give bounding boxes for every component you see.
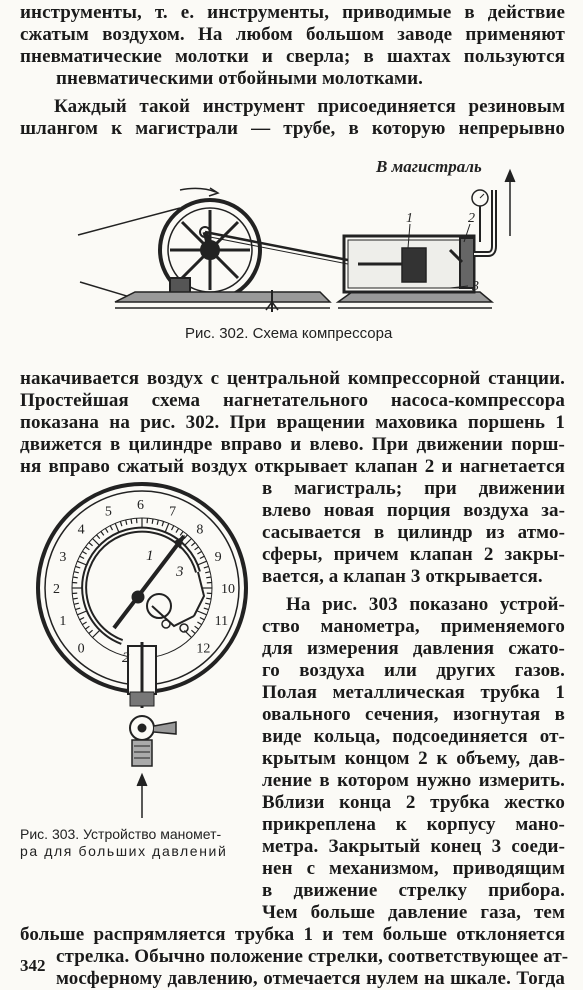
dial-tick — [93, 630, 100, 637]
dial-tick — [105, 528, 108, 532]
dial-tick — [93, 539, 100, 546]
text-line: для измерения давления сжато- — [262, 638, 565, 659]
dial-tick — [195, 626, 199, 629]
label-piston: 1 — [406, 211, 413, 226]
text-line: влево новая порция воздуха за- — [262, 500, 565, 521]
text-line: сжатым воздухом. На любом большом заводе применяют — [20, 24, 565, 45]
dial-tick — [197, 561, 206, 565]
text-line: ство манометра, применяемого — [262, 616, 565, 637]
dial-number: 9 — [214, 549, 222, 565]
dial-tick — [184, 539, 191, 546]
dial-tick — [73, 577, 78, 578]
dial-tick — [162, 521, 164, 526]
dial-tick — [195, 547, 199, 550]
label-tube-1: 1 — [146, 548, 154, 564]
dial-tick — [75, 608, 80, 610]
dial-tick — [197, 551, 201, 554]
dial-tick — [115, 523, 119, 532]
dial-number: 10 — [221, 582, 235, 597]
text-line: прикреплена к корпусу мано- — [262, 814, 565, 835]
text-line: пневматические молотки и сверла; в шахтах пользуются — [20, 46, 565, 67]
dial-number: 2 — [53, 582, 60, 597]
dial-tick — [77, 561, 86, 565]
text-line: накачивается воздух с центральной компрессорной станции. — [20, 368, 565, 389]
figure-302-caption: Рис. 302. Схема компрессора — [185, 325, 393, 342]
text-line: го воздуха или других газов. — [262, 660, 565, 681]
dial-number: 7 — [169, 504, 177, 520]
dial-tick — [165, 523, 169, 532]
dial-tick — [191, 543, 195, 546]
dial-number: 12 — [196, 641, 211, 657]
dial-tick — [101, 531, 104, 535]
text-line: в движение стрелку прибора. — [262, 880, 565, 901]
dial-tick — [97, 535, 100, 539]
dial-tick — [120, 521, 122, 526]
dial-tick — [82, 551, 86, 554]
dial-tick — [172, 526, 174, 531]
page-number: 342 — [20, 956, 46, 975]
text-line: больше распрямляется трубка 1 и тем больше отклоняется — [20, 924, 565, 945]
text-line: сасывается в цилиндр из атмо- — [262, 522, 565, 543]
dial-tick — [82, 622, 86, 625]
text-line: в магистраль; при движении — [262, 478, 565, 499]
text-line: крытым концом 2 к объему, дав- — [262, 748, 565, 769]
dial-number: 0 — [77, 641, 85, 657]
text-line: вается, а клапан 3 открывается. — [262, 566, 543, 587]
text-line: сферы, причем клапан 2 закры- — [262, 544, 565, 565]
dial-tick — [131, 519, 132, 524]
label-to-main-line: В магистраль — [376, 157, 482, 176]
dial-tick — [77, 611, 86, 615]
dial-tick — [205, 603, 210, 604]
dial-tick — [180, 531, 183, 535]
text-line: стрелка. Обычно положение стрелки, соответствующее ат- — [56, 946, 569, 967]
dial-tick — [204, 566, 209, 568]
dial-tick — [200, 618, 205, 620]
dial-tick — [73, 598, 78, 599]
dial-tick — [206, 598, 211, 599]
dial-tick — [85, 547, 89, 550]
label-closed-end-3: 3 — [176, 564, 184, 580]
label-valve-2: 2 — [468, 211, 475, 226]
dial-tick — [157, 520, 158, 525]
dial-number: 5 — [104, 504, 112, 520]
text-line: ление в котором нужно измерить. — [262, 770, 565, 791]
text-line: метра. Закрытый конец 3 соеди- — [262, 836, 565, 857]
dial-tick — [191, 630, 195, 633]
dial-number: 3 — [59, 549, 67, 565]
label-valve-3: 3 — [472, 279, 479, 294]
caption-line: Рис. 303. Устройство маномет- — [20, 826, 222, 842]
text-line: пневматическими отбойными молотками. — [56, 68, 423, 89]
dial-tick — [205, 572, 210, 573]
dial-tick — [110, 526, 112, 531]
dial-tick — [176, 528, 179, 532]
figure-303-caption — [20, 826, 227, 860]
dial-tick — [74, 572, 79, 573]
text-line: виде кольца, подсоединяется от- — [262, 726, 565, 747]
dial-tick — [206, 577, 211, 578]
dial-tick — [74, 603, 79, 604]
dial-tick — [89, 630, 93, 633]
dial-tick — [89, 543, 93, 546]
dial-tick — [204, 608, 209, 610]
text-line: Чем больше давление газа, тем — [262, 902, 565, 923]
dial-number: 8 — [196, 522, 204, 538]
text-line: Простейшая схема нагнетательного насоса-компрессора — [20, 390, 565, 411]
text-line: движется в цилиндре вправо и влево. При движении порш- — [20, 434, 565, 455]
dial-tick — [80, 618, 85, 620]
text-line: Полая металлическая трубка 1 — [262, 682, 565, 703]
text-line: ня вправо сжатый воздух открывает клапан 2 и нагнетается — [20, 456, 565, 477]
text-line: мосферному давлению, отмечается нулем на шкале. Тогда — [56, 968, 565, 989]
dial-tick — [197, 611, 206, 615]
text-line: инструменты, т. е. инструменты, приводимые в действие — [20, 2, 565, 23]
dial-number: 6 — [137, 498, 144, 513]
text-line: Каждый такой инструмент присоединяется резиновым — [54, 96, 565, 117]
dial-tick — [80, 556, 85, 558]
figure-302-compressor-diagram — [60, 150, 530, 320]
dial-number: 11 — [214, 614, 229, 630]
text-line: шлангом к магистрали — трубе, в которую непрерывно — [20, 118, 565, 139]
dial-tick — [75, 566, 80, 568]
text-line: На рис. 303 показано устрой- — [286, 594, 565, 615]
dial-tick — [126, 520, 127, 525]
figure-303-manometer-diagram — [34, 476, 254, 822]
text-line: Вблизи конца 2 трубка жестко — [262, 792, 565, 813]
caption-line: ра для больших давлений — [20, 843, 228, 859]
text-line: показана на рис. 302. При вращении маховика поршень 1 — [20, 412, 565, 433]
dial-number: 1 — [59, 614, 67, 630]
label-open-end-2: 2 — [122, 650, 130, 666]
dial-tick — [197, 622, 201, 625]
text-line: овального сечения, изогнутая в — [262, 704, 565, 725]
dial-tick — [200, 556, 205, 558]
dial-tick — [152, 519, 153, 524]
text-line: нен с механизмом, приводящим — [262, 858, 565, 879]
dial-tick — [85, 626, 89, 629]
dial-number: 4 — [77, 522, 85, 538]
